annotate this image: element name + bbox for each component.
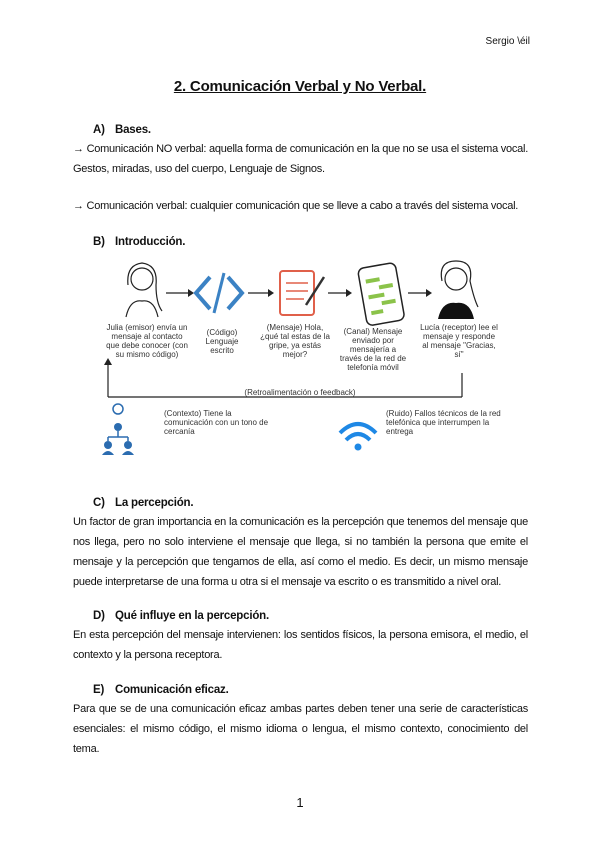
perception-paragraph: Un factor de gran importancia en la comunicación es la percepción que tenemos del mensaje que nos llega, pero no solo interviene el mensaje que llega, si no también la persona que emite el mensaje y la percepción que tengamos de ella, así como el medio. Es decir, un mismo mensaje puede interpretarse de una forma u otra si el mensaje va escrito o es transmitido a nivel oral. [73, 516, 528, 588]
noise-caption: (Ruido) Fallos técnicos de la red telefónica que interrumpen la entrega [386, 409, 501, 436]
section-a-text [73, 139, 528, 216]
receiver-person-icon [438, 261, 478, 319]
arrow-code-message [248, 289, 274, 297]
notepad-icon [280, 271, 324, 315]
code-icon [196, 273, 242, 313]
wifi-icon [340, 424, 376, 451]
section-a-letter: A) [93, 124, 105, 136]
section-e-letter: E) [93, 684, 105, 696]
receiver-caption: Lucía (receptor) lee el mensaje y responde al mensaje "Gracias, sí" [420, 323, 498, 359]
section-b-heading [93, 236, 185, 248]
section-d-heading [93, 610, 269, 622]
arrow-message-channel [328, 289, 352, 297]
header-author: Sergio \éil [485, 36, 530, 47]
message-caption: (Mensaje) Hola, ¿qué tal estas de la gripe, ya estás mejor? [260, 323, 330, 359]
arrow-channel-receiver [408, 289, 432, 297]
section-c-title: La percepción. [115, 497, 194, 509]
verbal-definition: → Comunicación verbal: cualquier comunicación que se lleve a cabo a través del sistema vocal. [73, 200, 519, 212]
page-number: 1 [296, 795, 304, 810]
communication-diagram [100, 255, 510, 475]
section-e-title: Comunicación eficaz. [115, 684, 229, 696]
section-d-text [73, 625, 528, 665]
effective-communication-paragraph: Para que se de una comunicación eficaz ambas partes deben tener una serie de características esenciales: el mismo código, el mismo idioma o lengua, el mismo contexto, conocimiento del tema. [73, 703, 528, 755]
feedback-caption: (Retroalimentación o feedback) [244, 388, 356, 397]
section-c-letter: C) [93, 497, 105, 509]
emitter-caption: Julia (emisor) envía un mensaje al contacto que debe conocer (con su mismo código) [106, 323, 188, 359]
section-c-heading [93, 497, 193, 509]
network-icon [102, 404, 134, 455]
phone-icon [357, 262, 404, 326]
section-a-heading [93, 124, 151, 136]
page-title: 2. Comunicación Verbal y No Verbal. [173, 78, 427, 95]
section-d-title: Qué influye en la percepción. [115, 610, 269, 622]
section-e-text [73, 699, 528, 759]
section-a-title: Bases. [115, 124, 151, 136]
channel-caption: (Canal) Mensaje enviado por mensajería a través de la red de telefonía móvil [339, 327, 407, 372]
arrow-emitter-code [166, 289, 194, 297]
context-caption: (Contexto) Tiene la comunicación con un tono de cercanía [164, 409, 269, 436]
section-d-letter: D) [93, 610, 105, 622]
nonverbal-definition: → Comunicación NO verbal: aquella forma de comunicación en la que no se usa el sistema vocal. Gestos, miradas, uso del cuerpo, Lenguaje de Signos. [73, 143, 528, 175]
section-b-title: Introducción. [115, 236, 186, 248]
section-b-letter: B) [93, 236, 105, 248]
section-c-text [73, 512, 528, 592]
section-e-heading [93, 684, 229, 696]
emitter-person-icon [126, 263, 162, 317]
code-caption: (Código) Lenguaje escrito [205, 328, 239, 355]
perception-factors-paragraph: En esta percepción del mensaje intervienen: los sentidos físicos, la persona emisora, el medio, el contexto y la persona receptora. [73, 629, 528, 661]
